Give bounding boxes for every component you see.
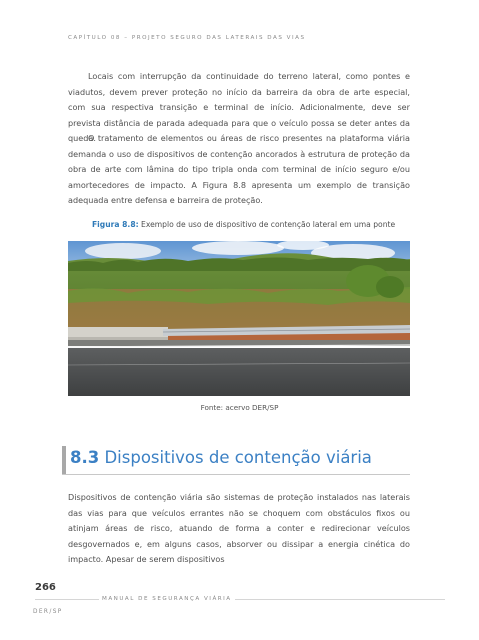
chapter-header: CAPÍTULO 08 – PROJETO SEGURO DAS LATERAIS DAS VIAS: [68, 35, 306, 41]
section-marker: [62, 446, 66, 474]
section-divider: [62, 474, 410, 475]
road-surface: [68, 348, 410, 396]
section-title-text: Dispositivos de contenção viária: [99, 448, 372, 467]
cloud: [85, 243, 161, 259]
footer-org: DER/SP: [33, 609, 63, 615]
section-number: 8.3: [70, 448, 100, 467]
bridge-guardrail-photo: [68, 241, 410, 396]
cloud: [192, 241, 284, 255]
body-paragraph: Dispositivos de contenção viária são sistemas de proteção instalados nas laterais das vias para que veículos errantes não se choquem com obstáculos fixos ou atinjam áreas de risco, atuando de forma a conter e redirecionar veículos desgovernados e, em alguns casos, absorver ou dissipar a energia cinética do impacto. Apesar de serem dispositivos: [68, 492, 410, 565]
page-number: 266: [35, 582, 56, 593]
paragraph-1: Locais com interrupção da continuidade do terreno lateral, como pontes e viadutos, devem prever proteção no início da barreira da obra de arte especial, com sua respectiva transição e terminal de início. Adicionalmente, deve ser prevista distância de parada adequada para que o veículo possa se deter antes da queda.: [68, 71, 410, 144]
bridge-barrier-shadow: [68, 337, 168, 340]
figure-source: Fonte: acervo DER/SP: [200, 403, 279, 412]
section-title: [70, 448, 372, 467]
figure-caption: [92, 220, 395, 229]
footer-rule: [35, 599, 445, 600]
paragraph-2: O tratamento de elementos ou áreas de risco presentes na plataforma viária demanda o uso de dispositivos de contenção ancorados à estrutura de proteção da obra de arte com lâmina do tipo tripla onda com terminal de início seguro e/ou amortecedores de impacto. A Figura 8.8 apresenta um exemplo de transição adequada entre defensa e barreira de proteção.: [68, 133, 410, 206]
figure-caption-text: Exemplo de uso de dispositivo de contenção lateral em uma ponte: [138, 220, 396, 229]
shrub: [376, 276, 404, 298]
footer-manual-title: MANUAL DE SEGURANÇA VIÁRIA: [99, 596, 235, 602]
figure-label: Figura 8.8:: [92, 220, 139, 229]
